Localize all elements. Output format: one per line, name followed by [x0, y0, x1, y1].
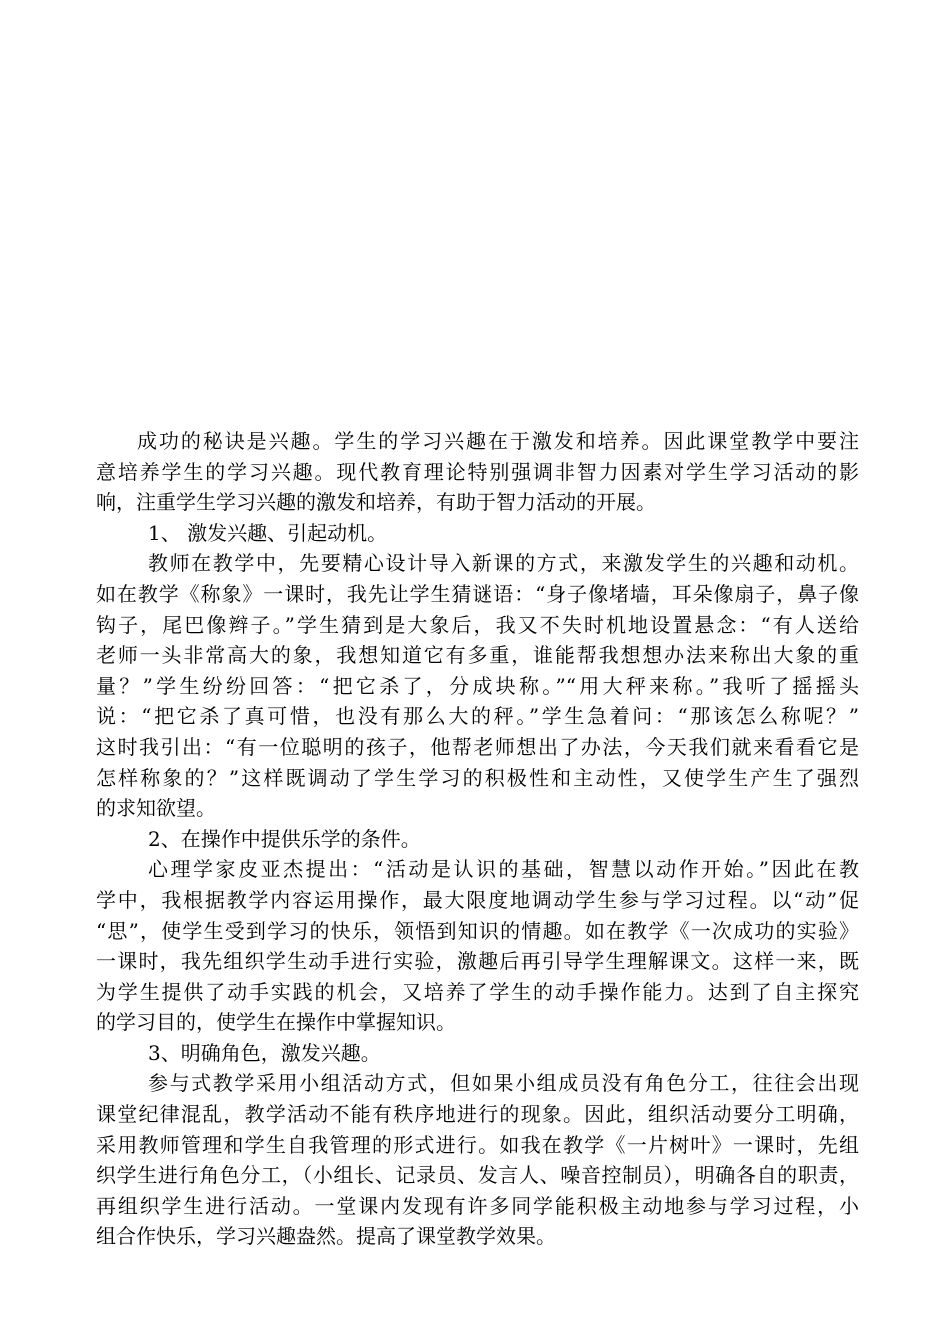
- section-heading-1: 1、 激发兴趣、引起动机。: [148, 520, 388, 545]
- document-body: [96, 426, 859, 1252]
- paragraph-section-2-line: 心理学家皮亚杰提出：“活动是认识的基础，智慧以动作开始。”因此在教: [148, 857, 859, 882]
- paragraph-section-2-line: 为学生提供了动手实践的机会，又培养了学生的动手操作能力。达到了自主探究: [96, 979, 859, 1004]
- paragraph-section-1-line: 钩子，尾巴像辫子。”学生猜到是大象后，我又不失时机地设置悬念：“有人送给: [96, 612, 859, 637]
- paragraph-section-1-line: 老师一头非常高大的象，我想知道它有多重，谁能帮我想想办法来称出大象的重: [96, 643, 859, 668]
- paragraph-section-1-line: 怎样称象的？”这样既调动了学生学习的积极性和主动性，又使学生产生了强烈: [96, 765, 859, 790]
- paragraph-intro-line: 意培养学生的学习兴趣。现代教育理论特别强调非智力因素对学生学习活动的影: [96, 459, 859, 484]
- paragraph-section-3-line: 采用教师管理和学生自我管理的形式进行。如我在教学《一片树叶》一课时，先组: [96, 1132, 859, 1157]
- paragraph-section-1-line: 的求知欲望。: [96, 796, 216, 821]
- section-heading-2: 2、在操作中提供乐学的条件。: [148, 826, 421, 851]
- paragraph-intro-line: 响，注重学生学习兴趣的激发和培养，有助于智力活动的开展。: [96, 490, 656, 515]
- paragraph-section-3-line: 组合作快乐，学习兴趣盎然。提高了课堂教学效果。: [96, 1224, 556, 1249]
- paragraph-section-1-line: 量？”学生纷纷回答：“把它杀了，分成块称。”“用大秤来称。”我听了摇摇头: [96, 673, 859, 698]
- paragraph-section-1-line: 说：“把它杀了真可惜，也没有那么大的秤。”学生急着问：“那该怎么称呢？”: [96, 704, 859, 729]
- paragraph-section-3-line: 课堂纪律混乱，教学活动不能有秩序地进行的现象。因此，组织活动要分工明确，: [96, 1102, 859, 1127]
- paragraph-section-3-line: 参与式教学采用小组活动方式，但如果小组成员没有角色分工，往往会出现: [148, 1071, 859, 1096]
- paragraph-section-3-line: 织学生进行角色分工，（小组长、记录员、发言人、噪音控制员），明确各自的职责，: [96, 1163, 859, 1188]
- paragraph-section-1-line: 这时我引出：“有一位聪明的孩子，他帮老师想出了办法，今天我们就来看看它是: [96, 734, 859, 759]
- paragraph-section-2-line: “思”，使学生受到学习的快乐，领悟到知识的情趣。如在教学《一次成功的实验》: [96, 918, 859, 943]
- paragraph-section-2-line: 学中，我根据教学内容运用操作，最大限度地调动学生参与学习过程。以“动”促: [96, 887, 859, 912]
- paragraph-intro-line: 成功的秘诀是兴趣。学生的学习兴趣在于激发和培养。因此课堂教学中要注: [137, 429, 859, 453]
- paragraph-section-2-line: 一课时，我先组织学生动手进行实验，激趣后再引导学生理解课文。这样一来，既: [96, 949, 859, 974]
- paragraph-section-2-line: 的学习目的，使学生在操作中掌握知识。: [96, 1010, 456, 1035]
- paragraph-section-1-line: 如在教学《称象》一课时，我先让学生猜谜语：“身子像堵墙，耳朵像扇子，鼻子像: [96, 581, 859, 606]
- paragraph-section-1-line: 教师在教学中，先要精心设计导入新课的方式，来激发学生的兴趣和动机。: [148, 551, 859, 576]
- section-heading-3: 3、明确角色，激发兴趣。: [148, 1040, 381, 1065]
- paragraph-section-3-line: 再组织学生进行活动。一堂课内发现有许多同学能积极主动地参与学习过程，小: [96, 1193, 859, 1218]
